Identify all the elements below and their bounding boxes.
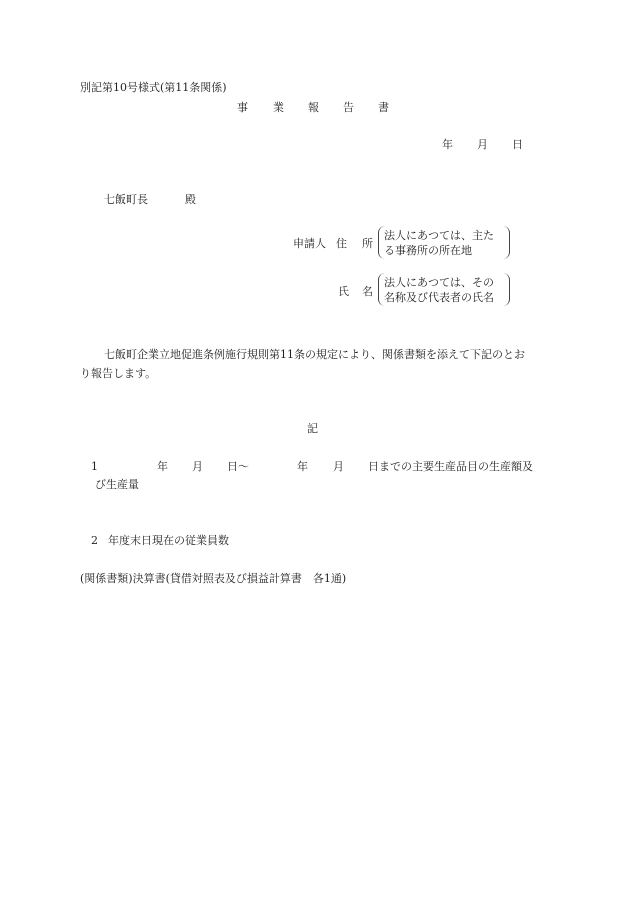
addressee-name: 七飯町長 — [104, 193, 148, 206]
body-text-line: 七飯町企業立地促進条例施行規則第11条の規定により、関係書類を添えて下記のとお — [104, 348, 525, 361]
item1-month-start: 月 — [192, 460, 203, 473]
item2-text: 年度末日現在の従業員数 — [108, 534, 229, 547]
applicant-role-label: 申請人 — [293, 237, 326, 250]
address-label: 住 — [336, 237, 347, 250]
body-text-line: り報告します。 — [80, 367, 157, 380]
name-note-line: 法人にあつては、その — [384, 276, 494, 289]
item1-year-end: 年 — [297, 460, 308, 473]
address-label: 所 — [362, 237, 373, 250]
date-day: 日 — [512, 138, 523, 151]
title-char: 告 — [343, 101, 354, 114]
address-note-line: 法人にあつては、主た — [384, 229, 494, 242]
title-char: 事 — [237, 101, 248, 114]
title-char: 書 — [378, 101, 389, 114]
name-label: 氏 — [338, 285, 349, 298]
item1-rest: 日までの主要生産品目の生産額及 — [368, 460, 533, 473]
address-note-bracket — [378, 226, 510, 259]
item1-day-start: 日〜 — [227, 460, 249, 473]
title-char: 業 — [273, 101, 284, 114]
item-number: 1 — [91, 460, 98, 473]
item1-continuation: び生産量 — [95, 478, 139, 491]
attachments-note: (関係書類)決算書(貸借対照表及び損益計算書 各1通) — [80, 572, 347, 585]
form-label: 別記第10号様式(第11条関係) — [80, 81, 227, 94]
date-year: 年 — [442, 138, 453, 151]
item1-year-start: 年 — [157, 460, 168, 473]
item-number: 2 — [91, 534, 98, 547]
ki-heading: 記 — [307, 422, 318, 435]
name-note-bracket — [378, 273, 510, 306]
date-month: 月 — [477, 138, 488, 151]
title-char: 報 — [308, 101, 319, 114]
name-note-line: 名称及び代表者の氏名 — [384, 291, 494, 304]
item1-month-end: 月 — [333, 460, 344, 473]
addressee-honorific: 殿 — [185, 193, 196, 206]
name-label: 名 — [362, 285, 373, 298]
address-note-line: る事務所の所在地 — [384, 244, 472, 257]
